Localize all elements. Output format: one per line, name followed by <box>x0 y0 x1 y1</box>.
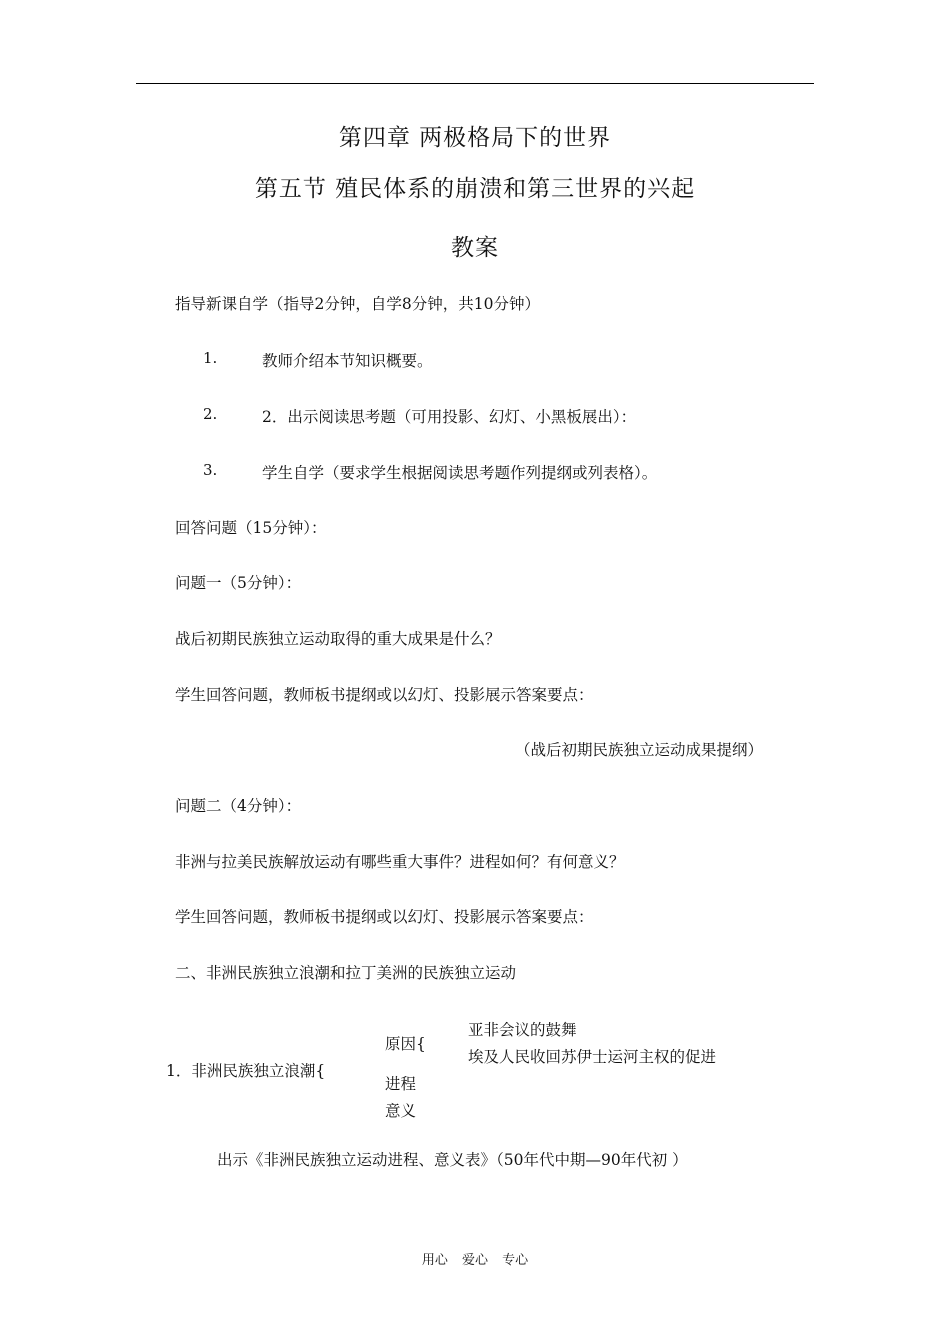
outline-section-heading: 二、非洲民族独立浪潮和拉丁美洲的民族独立运动 <box>175 964 517 982</box>
question-1-heading: 问题一（5分钟）： <box>175 574 302 592</box>
guide-item-number: 3. <box>203 461 218 479</box>
guide-item-text: 学生自学（要求学生根据阅读思考题作列提纲或列表格）。 <box>262 464 658 482</box>
document-type: 教案 <box>451 235 499 261</box>
section-title: 第五节 殖民体系的崩溃和第三世界的兴起 <box>254 176 696 202</box>
question-2-instruction: 学生回答问题，教师板书提纲或以幻灯、投影展示答案要点： <box>175 908 594 926</box>
guide-heading: 指导新课自学（指导2分钟，自学8分钟，共10分钟） <box>175 295 540 313</box>
outline-meaning-label: 意义 <box>385 1102 417 1120</box>
answers-heading: 回答问题（15分钟）： <box>175 519 327 537</box>
outline-cause-label: 原因{ <box>385 1035 426 1053</box>
footer-word: 爱心 <box>461 1253 488 1268</box>
question-2-heading: 问题二（4分钟）： <box>175 797 302 815</box>
outline-progress-label: 进程 <box>385 1075 417 1093</box>
guide-item-text: 教师介绍本节知识概要。 <box>262 352 433 370</box>
table-caption: 出示《非洲民族独立运动进程、意义表》（50年代中期—90年代初 ） <box>217 1151 688 1169</box>
chapter-title: 第四章 两极格局下的世界 <box>338 125 612 151</box>
question-1-caption: （战后初期民族独立运动成果提纲） <box>515 741 764 759</box>
question-1-text: 战后初期民族独立运动取得的重大成果是什么？ <box>175 630 501 648</box>
question-2-text: 非洲与拉美民族解放运动有哪些重大事件？进程如何？有何意义？ <box>175 853 625 871</box>
question-1-instruction: 学生回答问题，教师板书提纲或以幻灯、投影展示答案要点： <box>175 686 594 704</box>
footer-word: 专心 <box>502 1253 529 1268</box>
guide-item-text: 2．出示阅读思考题（可用投影、幻灯、小黑板展出）： <box>262 408 637 426</box>
header-rule <box>136 83 814 84</box>
page-footer <box>0 1249 950 1268</box>
footer-word: 用心 <box>421 1253 448 1268</box>
outline-cause-item: 亚非会议的鼓舞 <box>468 1021 577 1039</box>
outline-cause-item: 埃及人民收回苏伊士运河主权的促进 <box>468 1048 717 1066</box>
outline-item-1-label: 1．非洲民族独立浪潮{ <box>166 1062 326 1080</box>
guide-item-number: 2. <box>203 405 218 423</box>
guide-item-number: 1. <box>203 349 218 367</box>
